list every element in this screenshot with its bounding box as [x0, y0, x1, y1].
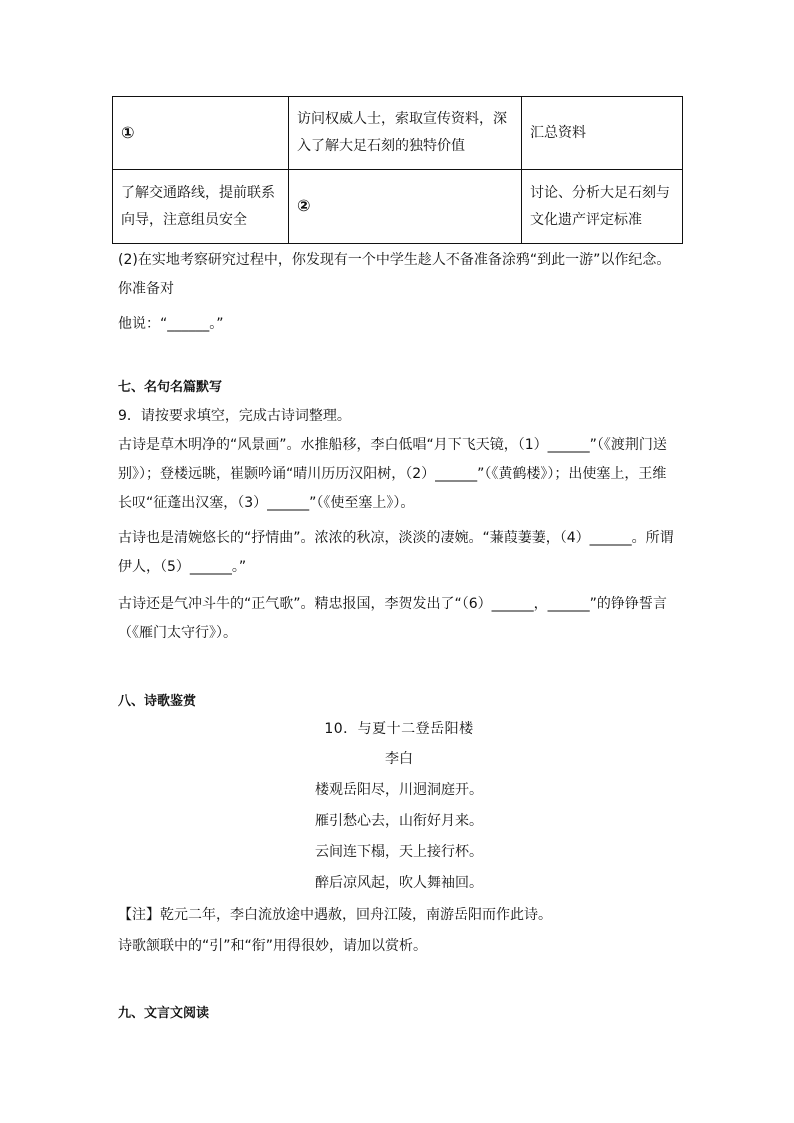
poem-line: 醉后凉风起，吹人舞袖回。 [315, 875, 483, 891]
table-cell: 讨论、分析大足石刻与文化遗产评定标准 [522, 170, 683, 244]
poem-line: 云间连下榻，天上接行杯。 [315, 844, 483, 860]
poetry-paragraph-1: 古诗是草木明净的“风景画”。水推船移，李白低唱“月下飞天镜，（1）______”（《渡荆门送别》）；登楼远眺，崔颢吟诵“晴川历历汉阳树，（2）______”（《黄鹤楼》）；出使塞上，王维长叹“征蓬出汉塞，（3）______”（《使至塞上》）。 [118, 437, 667, 511]
poem-line: 楼观岳阳尽，川迥洞庭开。 [315, 782, 483, 798]
research-plan-table [112, 96, 683, 244]
question-2-answer-line: 他说：“______。” [118, 316, 224, 332]
table-row [113, 97, 683, 170]
table-cell [289, 170, 522, 244]
section-8-heading: 八、诗歌鉴赏 [118, 694, 197, 709]
blank-marker-2: ② [297, 196, 311, 215]
poem-note: 【注】乾元二年，李白流放途中遇赦，回舟江陵，南游岳阳而作此诗。 [118, 907, 552, 923]
poetry-paragraph-3: 古诗还是气冲斗牛的“正气歌”。精忠报国，李贺发出了“（6）______，______”的铮铮誓言（《雁门太守行》）。 [118, 596, 667, 641]
poem-line: 雁引愁心去，山衔好月来。 [315, 813, 483, 829]
table-cell: 了解交通路线，提前联系向导，注意组员安全 [113, 170, 289, 244]
table-cell: 访问权威人士，索取宣传资料，深入了解大足石刻的独特价值 [289, 97, 522, 170]
blank-marker-1: ① [121, 122, 135, 142]
question-2-prompt: (2)在实地考察研究过程中，你发现有一个中学生趁人不备准备涂鸦“到此一游”以作纪念。你准备对 [118, 252, 671, 297]
poem-title: 10．与夏十二登岳阳楼 [324, 721, 474, 737]
section-9-heading: 九、文言文阅读 [118, 1006, 210, 1021]
poetry-paragraph-2: 古诗也是清婉悠长的“抒情曲”。浓浓的秋凉，淡淡的凄婉。“蒹葭萋萋，（4）______。所谓伊人，（5）______。” [118, 530, 674, 575]
poem-author: 李白 [385, 751, 413, 767]
question-10-prompt: 诗歌颔联中的“引”和“衔”用得很妙，请加以赏析。 [118, 938, 428, 954]
question-9-prompt: 9．请按要求填空，完成古诗词整理。 [118, 408, 351, 424]
section-7-heading: 七、名句名篇默写 [118, 380, 223, 395]
table-cell [113, 97, 289, 170]
table-row [113, 170, 683, 244]
table-cell: 汇总资料 [522, 97, 683, 170]
